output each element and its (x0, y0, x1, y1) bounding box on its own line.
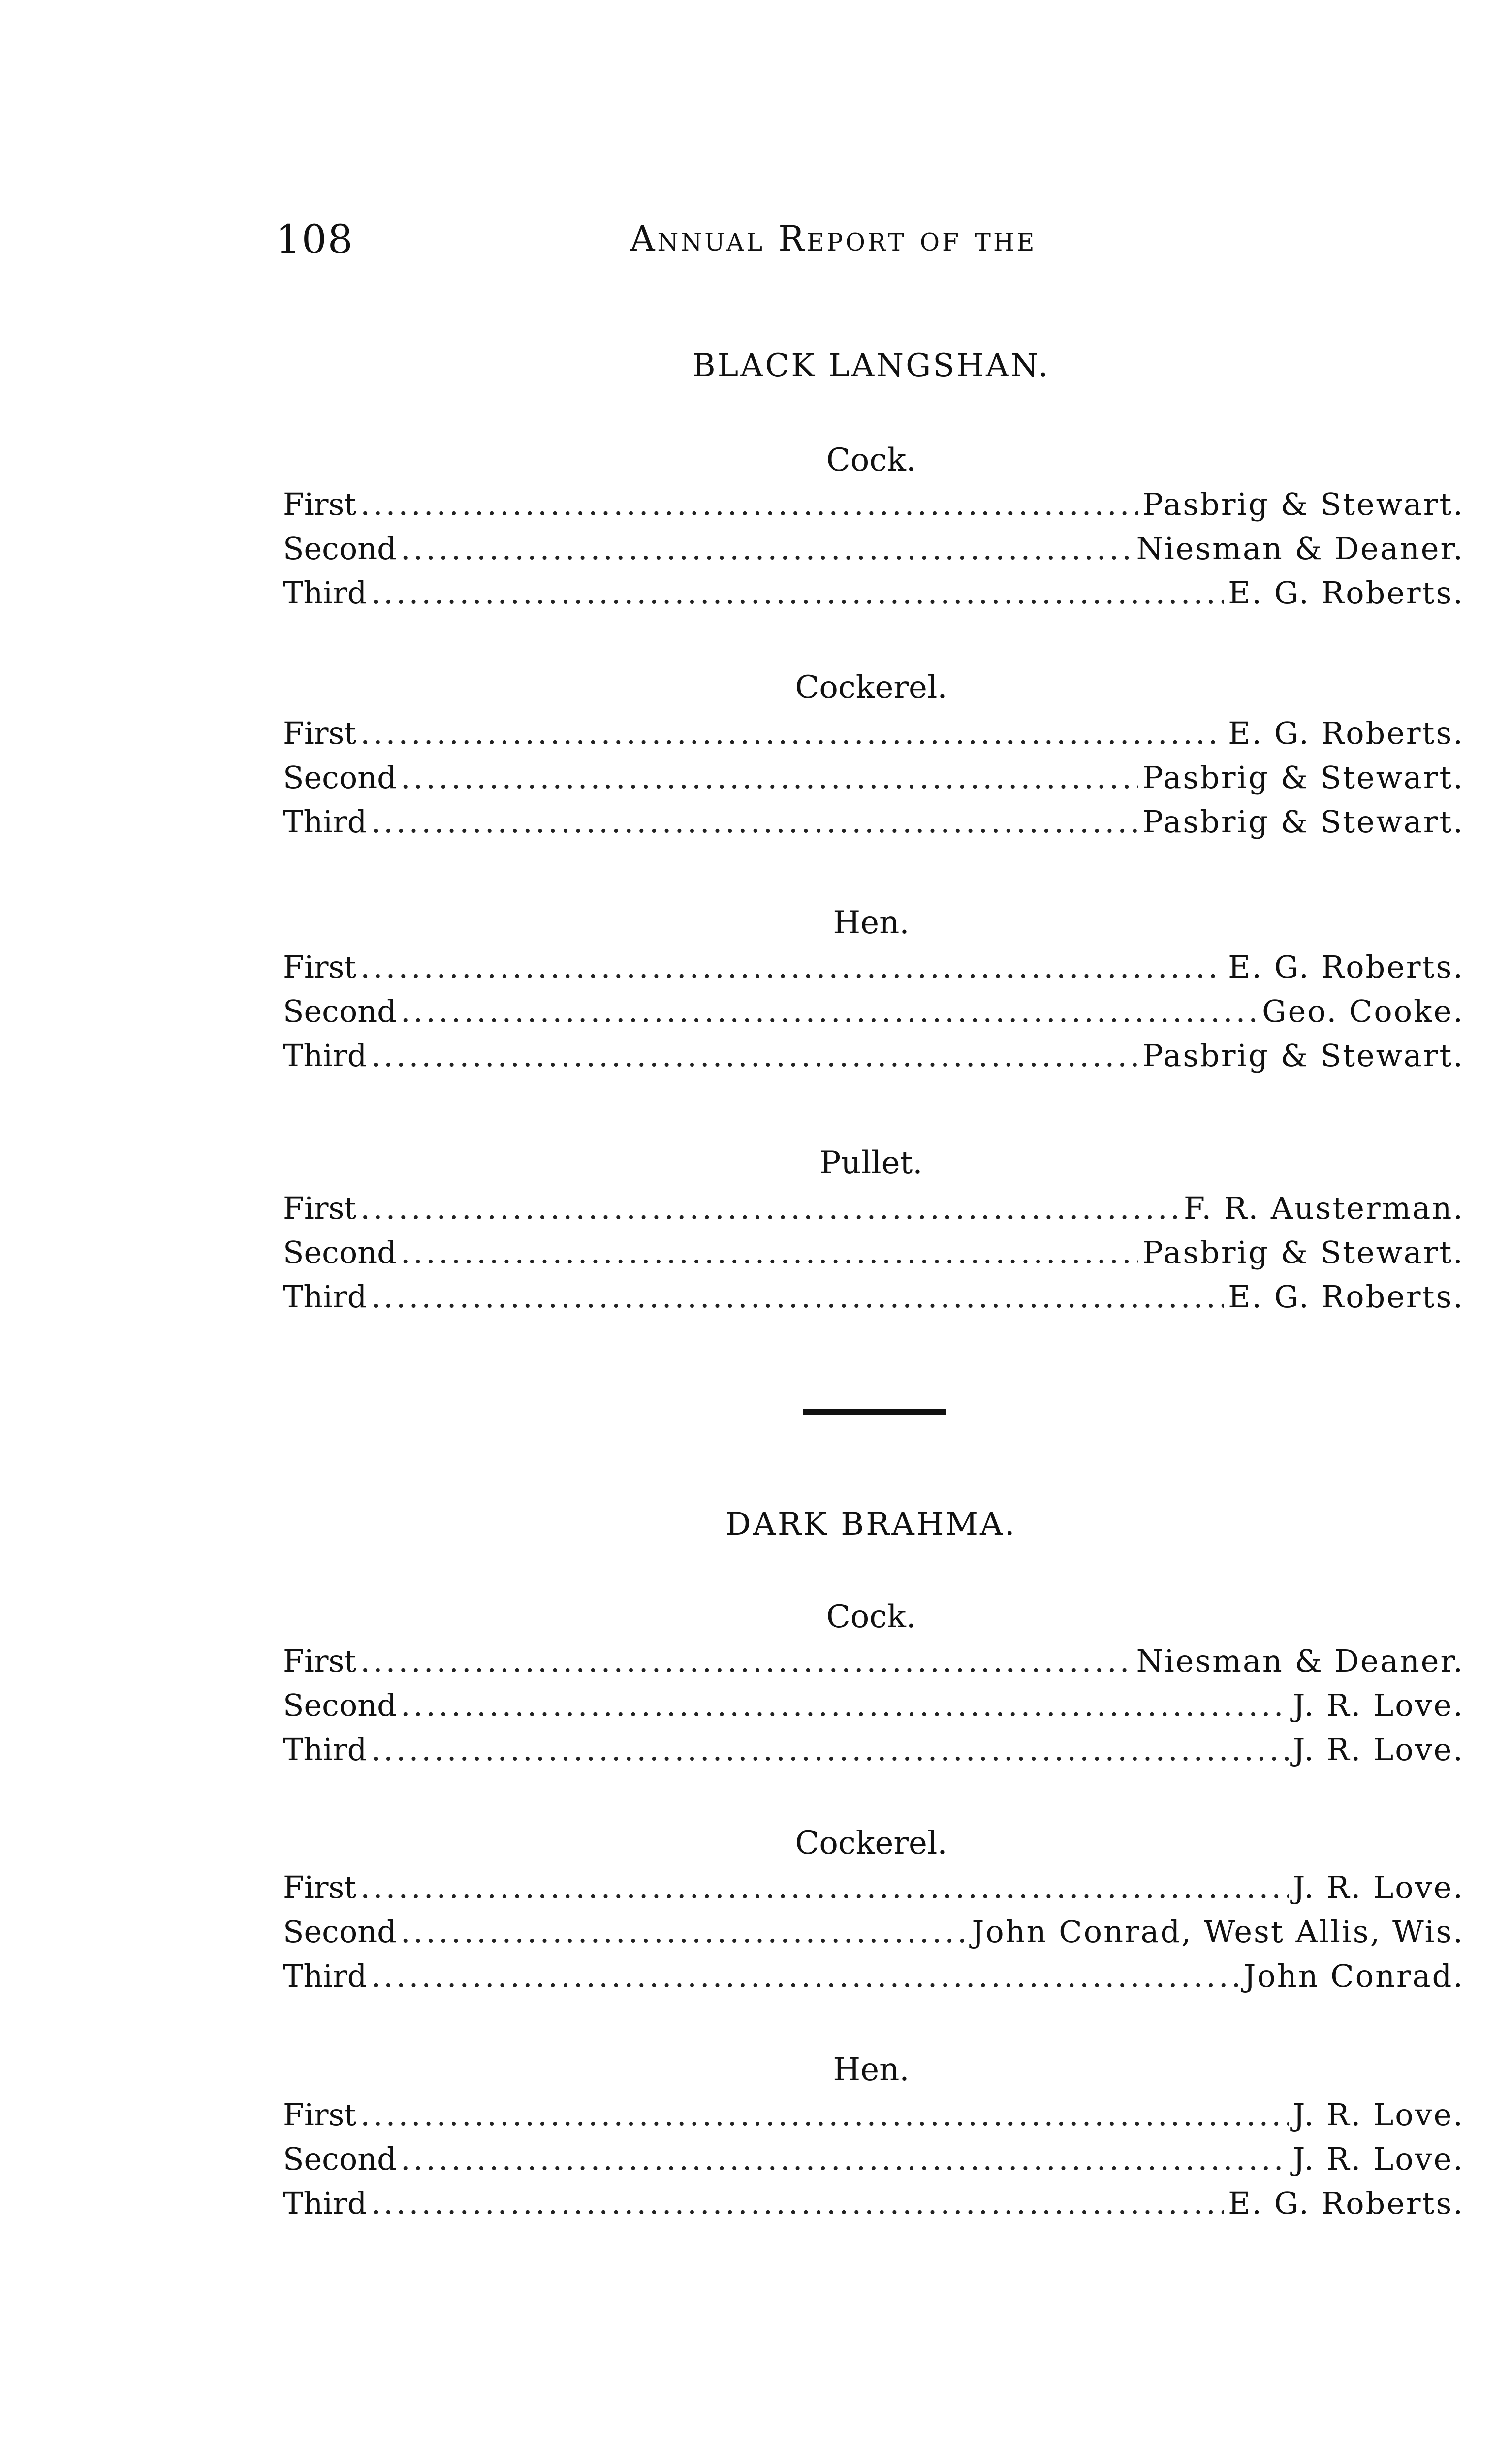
award-place: Second (283, 2141, 397, 2177)
class-title: Pullet. (819, 1145, 923, 1181)
award-place: Second (283, 1914, 397, 1950)
section-title: BLACK LANGSHAN. (692, 347, 1050, 384)
class-title: Hen. (833, 2051, 910, 2088)
dot-leader (371, 1958, 1239, 1994)
award-winner: Pasbrig & Stewart. (1142, 486, 1464, 522)
award-place: Third (283, 1038, 367, 1073)
page-header (276, 217, 1112, 271)
award-place: Second (283, 1687, 397, 1723)
award-row (283, 1643, 1464, 1682)
award-place: Second (283, 1234, 397, 1270)
award-row (283, 486, 1464, 526)
dot-leader (401, 1914, 968, 1950)
award-winner: J. R. Love. (1292, 2141, 1464, 2177)
dot-leader (371, 804, 1138, 840)
award-row (283, 1732, 1464, 1771)
award-row (283, 759, 1464, 799)
dot-leader (401, 2141, 1289, 2177)
award-place: Third (283, 575, 367, 611)
dot-leader (360, 1869, 1289, 1905)
award-winner: F. R. Austerman. (1183, 1190, 1464, 1226)
award-winner: J. R. Love. (1292, 1869, 1464, 1905)
page-number: 108 (276, 217, 354, 262)
dot-leader (401, 1687, 1289, 1723)
dot-leader (360, 1190, 1180, 1226)
dot-leader (401, 531, 1133, 567)
class-title: Hen. (833, 905, 910, 941)
class-title: Cockerel. (795, 669, 947, 706)
award-place: Third (283, 2185, 367, 2221)
dot-leader (371, 1038, 1138, 1073)
award-place: First (283, 2097, 357, 2133)
award-place: First (283, 1869, 357, 1905)
award-row (283, 1914, 1464, 1953)
award-row (283, 575, 1464, 614)
class-title: Cock. (826, 1599, 916, 1635)
award-row (283, 715, 1464, 755)
award-row (283, 2185, 1464, 2225)
award-winner: E. G. Roberts. (1228, 715, 1464, 751)
dot-leader (371, 2185, 1224, 2221)
award-winner: Niesman & Deaner. (1136, 531, 1464, 567)
award-winner: John Conrad. (1243, 1958, 1464, 1994)
award-winner: Geo. Cooke. (1262, 993, 1464, 1029)
award-place: Third (283, 1732, 367, 1767)
award-winner: E. G. Roberts. (1228, 575, 1464, 611)
award-row (283, 1958, 1464, 1997)
dot-leader (401, 1234, 1139, 1270)
section-title: DARK BRAHMA. (725, 1506, 1017, 1543)
award-winner: Niesman & Deaner. (1136, 1643, 1464, 1679)
award-winner: E. G. Roberts. (1228, 1279, 1464, 1315)
running-head: Annual Report of the (630, 219, 1037, 259)
award-winner: John Conrad, West Allis, Wis. (972, 1914, 1464, 1950)
award-winner: J. R. Love. (1292, 2097, 1464, 2133)
award-winner: Pasbrig & Stewart. (1142, 1038, 1464, 1073)
award-row (283, 1869, 1464, 1909)
award-row (283, 2097, 1464, 2136)
award-place: Second (283, 993, 397, 1029)
award-winner: Pasbrig & Stewart. (1142, 759, 1464, 795)
award-row (283, 1234, 1464, 1274)
award-place: Third (283, 1958, 367, 1994)
class-title: Cockerel. (795, 1825, 947, 1862)
award-row (283, 531, 1464, 570)
dot-leader (371, 1732, 1289, 1767)
award-place: First (283, 486, 357, 522)
dot-leader (401, 759, 1139, 795)
award-winner: Pasbrig & Stewart. (1142, 804, 1464, 840)
award-winner: Pasbrig & Stewart. (1142, 1234, 1464, 1270)
award-place: Second (283, 531, 397, 567)
award-place: First (283, 715, 357, 751)
award-row (283, 1279, 1464, 1318)
award-place: Third (283, 804, 367, 840)
award-row (283, 949, 1464, 988)
dot-leader (360, 1643, 1132, 1679)
dot-leader (360, 2097, 1289, 2133)
award-row (283, 993, 1464, 1033)
award-winner: J. R. Love. (1292, 1732, 1464, 1767)
dot-leader (360, 486, 1138, 522)
award-place: First (283, 1190, 357, 1226)
dot-leader (371, 575, 1224, 611)
section-divider (803, 1409, 946, 1415)
award-place: First (283, 1643, 357, 1679)
dot-leader (360, 949, 1224, 985)
dot-leader (401, 993, 1258, 1029)
dot-leader (360, 715, 1224, 751)
award-place: Third (283, 1279, 367, 1315)
award-row (283, 1190, 1464, 1230)
award-row (283, 1038, 1464, 1077)
class-title: Cock. (826, 442, 916, 478)
award-row (283, 1687, 1464, 1727)
award-place: First (283, 949, 357, 985)
award-row (283, 2141, 1464, 2180)
award-row (283, 804, 1464, 843)
award-place: Second (283, 759, 397, 795)
award-winner: J. R. Love. (1292, 1687, 1464, 1723)
award-winner: E. G. Roberts. (1228, 949, 1464, 985)
award-winner: E. G. Roberts. (1228, 2185, 1464, 2221)
dot-leader (371, 1279, 1224, 1315)
